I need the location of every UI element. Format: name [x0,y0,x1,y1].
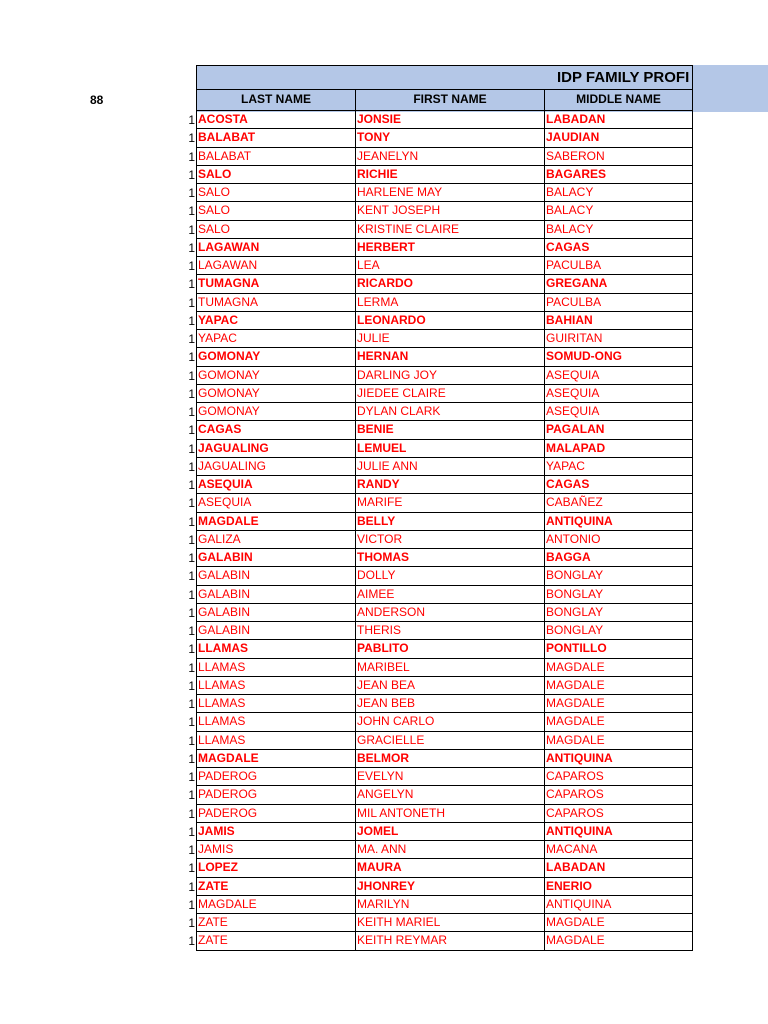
last-name-cell[interactable]: TUMAGNA [196,275,356,293]
row-index-cell: 1 [188,642,195,657]
table-row [0,367,693,385]
header-last-name[interactable]: LAST NAME [196,90,356,111]
row-index-cell: 1 [188,624,195,638]
table-row [0,677,693,695]
table-header-row [0,90,693,111]
middle-name-cell[interactable]: YAPAC [545,458,693,476]
last-name-cell[interactable]: LLAMAS [196,713,356,731]
middle-name-cell[interactable]: PAGALAN [545,421,693,439]
table-row [0,622,693,640]
last-name-cell[interactable]: LLAMAS [196,695,356,713]
row-index-cell: 1 [188,441,195,456]
table-row [0,914,693,932]
middle-name-cell[interactable]: GUIRITAN [545,330,693,348]
table-row [0,604,693,622]
table-row [0,148,693,166]
table-row [0,878,693,896]
last-name-cell[interactable]: LAGAWAN [196,257,356,275]
row-index-cell: 1 [188,897,195,912]
middle-name-cell[interactable]: MAGDALE [545,677,693,695]
table-row [0,330,693,348]
table-row [0,567,693,585]
table-row [0,440,693,458]
middle-name-cell[interactable]: MACANA [545,841,693,859]
table-row [0,348,693,366]
middle-name-cell[interactable]: BALACY [545,202,693,220]
row-index-cell: 1 [188,733,195,748]
middle-name-cell[interactable]: BONGLAY [545,622,693,640]
table-row [0,896,693,914]
first-name-cell[interactable]: MIL ANTONETH [356,805,545,823]
row-index-cell: 1 [188,587,195,602]
middle-name-cell[interactable]: PACULBA [545,257,693,275]
row-index-cell: 1 [188,678,195,693]
last-name-cell[interactable]: YAPAC [196,312,356,330]
middle-name-cell[interactable]: GREGANA [545,275,693,293]
row-index-cell: 1 [188,605,195,620]
row-index-cell: 1 [188,843,195,857]
last-name-cell[interactable]: JAGUALING [196,458,356,476]
first-name-cell[interactable]: JEAN BEA [356,677,545,695]
last-name-cell[interactable]: JAMIS [196,841,356,859]
row-index-cell: 1 [188,569,195,584]
row-index-cell: 1 [188,532,195,547]
row-index-cell: 1 [188,277,195,292]
first-name-cell[interactable]: KRISTINE CLAIRE [356,221,545,239]
middle-name-cell[interactable]: LABADAN [545,859,693,877]
middle-name-cell[interactable]: ANTONIO [545,531,693,549]
table-row [0,786,693,804]
row-index-cell: 1 [188,332,195,346]
row-index-cell: 1 [188,386,195,401]
table-row [0,494,693,512]
first-name-cell[interactable]: JIEDEE CLAIRE [356,385,545,403]
first-name-cell[interactable]: JULIE ANN [356,458,545,476]
last-name-cell[interactable]: MAGDALE [196,896,356,914]
first-name-cell[interactable]: GRACIELLE [356,732,545,750]
first-name-cell[interactable]: MAURA [356,859,545,877]
header-middle-name[interactable]: MIDDLE NAME [545,90,693,111]
last-name-cell[interactable]: YAPAC [196,330,356,348]
last-name-cell[interactable]: SALO [196,184,356,202]
middle-name-cell[interactable]: CAGAS [545,476,693,494]
row-index-cell: 1 [188,204,195,219]
count-label: 88 [90,93,104,107]
table-row [0,403,693,421]
table-row [0,823,693,841]
first-name-cell[interactable]: KEITH REYMAR [356,932,545,950]
middle-name-cell[interactable]: CAGAS [545,239,693,257]
middle-name-cell[interactable]: SABERON [545,148,693,166]
middle-name-cell[interactable]: MAGDALE [545,659,693,677]
row-index-cell: 1 [188,879,195,894]
last-name-cell[interactable]: PADEROG [196,786,356,804]
last-name-cell[interactable]: MAGDALE [196,750,356,768]
row-index-cell: 1 [188,149,195,164]
last-name-cell[interactable]: GOMONAY [196,403,356,421]
first-name-cell[interactable]: JOHN CARLO [356,713,545,731]
name-table [0,90,693,951]
table-row [0,841,693,859]
row-index-cell: 1 [188,806,195,821]
last-name-cell[interactable]: CAGAS [196,421,356,439]
middle-name-cell[interactable]: MAGDALE [545,932,693,950]
row-index-cell: 1 [188,368,195,383]
middle-name-cell[interactable]: ANTIQUINA [545,750,693,768]
first-name-cell[interactable]: RICHIE [356,166,545,184]
first-name-cell[interactable]: JHONREY [356,878,545,896]
first-name-cell[interactable]: MARIFE [356,494,545,512]
first-name-cell[interactable]: PABLITO [356,640,545,658]
last-name-cell[interactable]: GOMONAY [196,348,356,366]
row-index-cell: 1 [188,186,195,200]
first-name-cell[interactable]: KENT JOSEPH [356,202,545,220]
first-name-cell[interactable]: JONSIE [356,111,545,129]
last-name-cell[interactable]: LAGAWAN [196,239,356,257]
middle-name-cell[interactable]: BAGGA [545,549,693,567]
table-row [0,640,693,658]
table-row [0,385,693,403]
first-name-cell[interactable]: MARILYN [356,896,545,914]
row-index-cell: 1 [188,770,195,784]
last-name-cell[interactable]: GALABIN [196,586,356,604]
last-name-cell[interactable]: BALABAT [196,129,356,147]
first-name-cell[interactable]: VICTOR [356,531,545,549]
middle-name-cell[interactable]: CABAÑEZ [545,494,693,512]
table-row [0,312,693,330]
middle-name-cell[interactable]: PONTILLO [545,640,693,658]
table-row [0,294,693,312]
middle-name-cell[interactable]: MAGDALE [545,713,693,731]
last-name-cell[interactable]: ACOSTA [196,111,356,129]
last-name-cell[interactable]: LLAMAS [196,677,356,695]
header-first-name[interactable]: FIRST NAME [356,90,545,111]
row-index-cell: 1 [188,350,195,365]
table-row [0,476,693,494]
middle-name-cell[interactable]: LABADAN [545,111,693,129]
first-name-cell[interactable]: EVELYN [356,768,545,786]
middle-name-cell[interactable]: MALAPAD [545,440,693,458]
first-name-cell[interactable]: JEAN BEB [356,695,545,713]
header-index-cell [0,90,196,111]
last-name-cell[interactable]: GALABIN [196,549,356,567]
table-row [0,805,693,823]
table-row [0,531,693,549]
first-name-cell[interactable]: LERMA [356,294,545,312]
middle-name-cell[interactable]: MAGDALE [545,695,693,713]
middle-name-cell[interactable]: ANTIQUINA [545,513,693,531]
first-name-cell[interactable]: MARIBEL [356,659,545,677]
row-index-cell: 1 [188,660,195,675]
first-name-cell[interactable]: BELLY [356,513,545,531]
middle-name-cell[interactable]: JAUDIAN [545,129,693,147]
last-name-cell[interactable]: GALABIN [196,604,356,622]
first-name-cell[interactable]: ANDERSON [356,604,545,622]
last-name-cell[interactable]: PADEROG [196,768,356,786]
table-row [0,221,693,239]
last-name-cell[interactable]: LLAMAS [196,732,356,750]
last-name-cell[interactable]: JAGUALING [196,440,356,458]
first-name-cell[interactable]: DOLLY [356,567,545,585]
last-name-cell[interactable]: GALABIN [196,567,356,585]
first-name-cell[interactable]: THERIS [356,622,545,640]
row-index-cell: 1 [188,295,195,310]
row-index-cell: 1 [188,824,195,839]
first-name-cell[interactable]: AIMEE [356,586,545,604]
table-row [0,458,693,476]
table-row [0,586,693,604]
table-row [0,421,693,439]
row-index-cell: 1 [188,788,195,803]
last-name-cell[interactable]: MAGDALE [196,513,356,531]
middle-name-cell[interactable]: ASEQUIA [545,385,693,403]
row-index-cell: 1 [188,551,195,565]
last-name-cell[interactable]: ZATE [196,914,356,932]
row-index-cell: 1 [188,934,195,949]
table-row [0,695,693,713]
table-row [0,166,693,184]
last-name-cell[interactable]: ASEQUIA [196,476,356,494]
middle-name-cell[interactable]: ANTIQUINA [545,823,693,841]
row-index-cell: 1 [188,478,195,492]
first-name-cell[interactable]: LEONARDO [356,312,545,330]
last-name-cell[interactable]: SALO [196,166,356,184]
row-index-cell: 1 [188,405,195,419]
last-name-cell[interactable]: GALIZA [196,531,356,549]
table-row [0,659,693,677]
row-index-cell: 1 [188,751,195,766]
last-name-cell[interactable]: LLAMAS [196,659,356,677]
row-index-cell: 1 [188,514,195,529]
first-name-cell[interactable]: HERBERT [356,239,545,257]
row-index-cell: 1 [188,222,195,237]
middle-name-cell[interactable]: ANTIQUINA [545,896,693,914]
row-index-cell: 1 [188,259,195,273]
row-index-cell: 1 [188,423,195,438]
table-row [0,768,693,786]
middle-name-cell[interactable]: BAGARES [545,166,693,184]
middle-name-cell[interactable]: CAPAROS [545,786,693,804]
first-name-cell[interactable]: THOMAS [356,549,545,567]
table-row [0,257,693,275]
row-index-cell: 1 [188,459,195,474]
first-name-cell[interactable]: MA. ANN [356,841,545,859]
first-name-cell[interactable]: JEANELYN [356,148,545,166]
table-row [0,184,693,202]
table-row [0,111,693,129]
row-index-cell: 1 [188,240,195,255]
row-index-cell: 1 [188,697,195,711]
last-name-cell[interactable]: LOPEZ [196,859,356,877]
table-row [0,859,693,877]
first-name-cell[interactable]: JULIE [356,330,545,348]
table-body [0,111,693,951]
last-name-cell[interactable]: ASEQUIA [196,494,356,512]
table-row [0,932,693,950]
first-name-cell[interactable]: JOMEL [356,823,545,841]
row-index-cell: 1 [188,313,195,328]
middle-name-cell[interactable]: CAPAROS [545,805,693,823]
first-name-cell[interactable]: HERNAN [356,348,545,366]
first-name-cell[interactable]: DYLAN CLARK [356,403,545,421]
middle-name-cell[interactable]: PACULBA [545,294,693,312]
row-index-cell: 1 [188,167,195,182]
table-row [0,713,693,731]
first-name-cell[interactable]: HARLENE MAY [356,184,545,202]
row-index-cell: 1 [188,113,195,127]
middle-name-cell[interactable]: BONGLAY [545,567,693,585]
row-index-cell: 1 [188,916,195,930]
middle-name-cell[interactable]: ENERIO [545,878,693,896]
first-name-cell[interactable]: BENIE [356,421,545,439]
first-name-cell[interactable]: RICARDO [356,275,545,293]
last-name-cell[interactable]: GALABIN [196,622,356,640]
table-row [0,202,693,220]
middle-name-cell[interactable]: ASEQUIA [545,367,693,385]
table-row [0,239,693,257]
sheet-title: IDP FAMILY PROFI [557,69,690,86]
table-row [0,275,693,293]
table-row [0,549,693,567]
first-name-cell[interactable]: BELMOR [356,750,545,768]
row-index-cell: 1 [188,131,195,146]
middle-name-cell[interactable]: ASEQUIA [545,403,693,421]
last-name-cell[interactable]: JAMIS [196,823,356,841]
middle-name-cell[interactable]: BONGLAY [545,604,693,622]
last-name-cell[interactable]: SALO [196,221,356,239]
row-index-cell: 1 [188,496,195,511]
middle-name-cell[interactable]: CAPAROS [545,768,693,786]
middle-name-cell[interactable]: MAGDALE [545,914,693,932]
last-name-cell[interactable]: BALABAT [196,148,356,166]
last-name-cell[interactable]: GOMONAY [196,385,356,403]
table-row [0,732,693,750]
table-row [0,750,693,768]
row-index-cell: 1 [188,715,195,730]
table-row [0,513,693,531]
last-name-cell[interactable]: ZATE [196,878,356,896]
first-name-cell[interactable]: KEITH MARIEL [356,914,545,932]
first-name-cell[interactable]: RANDY [356,476,545,494]
last-name-cell[interactable]: ZATE [196,932,356,950]
row-index-cell: 1 [188,861,195,876]
title-cell[interactable] [196,65,693,90]
middle-name-cell[interactable]: BONGLAY [545,586,693,604]
middle-name-cell[interactable]: MAGDALE [545,732,693,750]
middle-name-cell[interactable]: SOMUD-ONG [545,348,693,366]
first-name-cell[interactable]: DARLING JOY [356,367,545,385]
first-name-cell[interactable]: TONY [356,129,545,147]
first-name-cell[interactable]: ANGELYN [356,786,545,804]
last-name-cell[interactable]: TUMAGNA [196,294,356,312]
first-name-cell[interactable]: LEMUEL [356,440,545,458]
last-name-cell[interactable]: SALO [196,202,356,220]
middle-name-cell[interactable]: BALACY [545,221,693,239]
middle-name-cell[interactable]: BAHIAN [545,312,693,330]
table-row [0,129,693,147]
first-name-cell[interactable]: LEA [356,257,545,275]
last-name-cell[interactable]: LLAMAS [196,640,356,658]
middle-name-cell[interactable]: BALACY [545,184,693,202]
last-name-cell[interactable]: GOMONAY [196,367,356,385]
last-name-cell[interactable]: PADEROG [196,805,356,823]
